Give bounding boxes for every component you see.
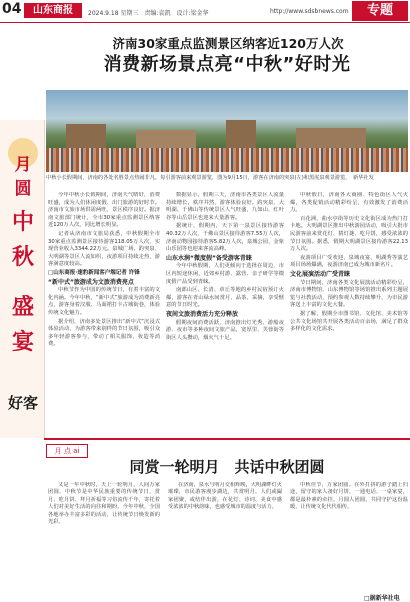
paragraph: 百花洲、曲水亭街等历史文化街区成为热门打卡地。大明湖景区推出中秋游园活动，吸引大批市民游客前来赏花灯、猜灯谜、吃月饼，感受浓浓的节日氛围。据悉，假期大明湖景区接待游客22.13万人次。: [290, 215, 408, 253]
subheading: “新中式”旅游成为文旅消费亮点: [48, 278, 134, 286]
paragraph: 在济南，泉水与明月交相辉映，大明湖畔灯火璀璨，市民游客漫步湖边，共赏明月。人们或阖家团聚，或结伴出游，在花灯、诗词、美食中感受浓浓的中秋韵味，也感受城市的温度与活力。: [168, 482, 282, 511]
paragraph: 据统计，假期内，天下第一泉景区接待游客40.32万人次，千佛山景区接待游客7.55万人次，济南动物园接待游客5.82万人次，泉城公园、金象山乐园等也迎来客流高峰。: [166, 223, 284, 253]
subheading: 夜间文旅消费活力充分释放: [166, 310, 239, 318]
news-photo: [46, 90, 408, 172]
subheading: 文化展演活动广受青睐: [290, 270, 351, 278]
paragraph: 中秋假日，济南各大商圈、特色街区人气火爆，各类促销活动精彩纷呈，有效激发了消费活力。: [290, 192, 408, 214]
bottom-column-1: [48, 482, 160, 592]
photo-caption: 中秋小长假期间，济南的各处名胜景点热闹非凡。每引游客前来观景游览，图为9月15日，游客在济南的突泉(左)和黑虎泉观景游览。 新华社发: [46, 175, 374, 181]
section-tag: 专题: [352, 1, 408, 21]
website-url[interactable]: http://www.sdsbnews.com: [270, 8, 349, 15]
paragraph: 今年中秋假期，人们更倾向于选择在周边、市区内短途休闲，近郊乡村游、露营、亲子研学等微度假产品受到青睐。: [166, 263, 284, 285]
page-number: 04: [2, 1, 22, 17]
main-headline: 消费新场景点亮“中秋”好时光: [103, 54, 351, 75]
banner-char: 宴: [11, 329, 34, 355]
issue-meta: 2024.9.18 星期三 责编:袁凯 设计:梁金华: [88, 10, 209, 17]
paragraph: 记者从济南市文旅局获悉，中秋假期全市30家重点监测景区接待游客118.05万人次，实现营业收入3344.22万元。泉城广场、趵突泉、大明湖等景区人流如织，夜游项目持续走热，游客满意度较高。: [48, 230, 160, 268]
banner-char: 秋: [11, 244, 34, 270]
bottom-column-2: [168, 482, 282, 592]
paragraph: 据了解，假期全市图书馆、文化馆、美术馆等公共文化场馆共开展各类活动百余场，满足了群众多样化的文化需求。: [290, 310, 408, 333]
banner-char: 圆: [14, 179, 32, 199]
banner-char: 盛: [11, 294, 34, 320]
article-column-3: [290, 192, 408, 436]
bottom-byline: □据新华社电: [364, 595, 400, 602]
paragraph: 又是一年中秋时，天上一轮明月，人间万家团圆。中秋节是中华民族重要的传统节日，赏月、吃月饼、拜月祈福等习俗流传千年，寄托着人们对美好生活的向往和期盼。今年中秋，全国各地举办丰富多彩的活动，让传统节日焕发新的光彩。: [48, 482, 160, 526]
paragraph: 今年中秋小长假期间，济南天气晴好，消费旺盛，成为人们休闲度假、出门旅游的好时节。济南市文旅市场供需两旺，景区秩序良好。据济南文旅部门统计，全市30家重点监测景区纳客近120万人次，同比增长明显。: [48, 192, 160, 229]
paragraph: 假期夜间消费活跃，济南推出灯光秀、游船夜游、夜市等多种夜间文旅产品，宽厚里、芙蓉街等街区人头攒动，烟火气十足。: [166, 319, 284, 341]
kicker-headline: 济南30家重点监测景区纳客近120万人次: [112, 36, 344, 51]
paragraph: 夜游项目广受欢迎，泉城夜宴、明湖秀等演艺项目场场爆满，夜游济南已成为城市新名片。: [290, 254, 408, 269]
article-column-1: [48, 192, 160, 436]
banner-char: 中: [11, 209, 34, 235]
paragraph: 数据显示，假期三天，济南市各类景区人流量持续增长，秩序井然，游客体验良好。趵突泉、大明湖、千佛山等传统景区人气旺盛，九如山、红叶谷等山岳景区也迎来大量游客。: [166, 192, 284, 221]
paragraph: 南部山区、长清、章丘等地的乡村民宿预订火爆，游客在青山绿水间赏月、品茶、采摘，享受惬意的节日时光。: [166, 287, 284, 309]
paragraph: 节日期间，济南各类文化展演活动精彩纷呈，济南市博物馆、山东博物馆等场馆推出系列主题展览与社教活动，预约参观人数持续攀升，为市民游客送上丰富的文化大餐。: [290, 279, 408, 309]
bottom-headline: 同赏一轮明月 共话中秋团圆: [129, 458, 325, 476]
paragraph: 中秋佳节，万家团圆。在外打拼的游子踏上归途，留守的家人备好月饼，一通电话、一桌家宴，都是最朴素的牵挂。月圆人团圆，共同守护这份温暖，让传统文化代代相传。: [290, 482, 408, 511]
article-column-2: [166, 192, 284, 436]
section-divider: [44, 438, 410, 440]
subheading: 山东水润“微度假”备受游客青睐: [166, 254, 252, 262]
byline: □山东商报·速豹新闻客户端记者 许锋: [48, 269, 140, 276]
paragraph: 中秋节作为中国的传统节日，有着丰富的文化内涵。今年中秋，“新中式”旅游成为消费新亮点，游客身着汉服、马面裙打卡古城街巷，体验传统文化魅力。: [48, 287, 160, 316]
paragraph: 据介绍，济南多处景区推出“新中式”沉浸式体验活动，为游客带来别样的节日氛围，吸引众多年轻游客参与，带动了相关服饰、妆造等消费。: [48, 318, 160, 348]
section-label: 月 点 ai: [46, 444, 88, 458]
newspaper-logo: 山东商报: [24, 3, 82, 18]
banner-char: 月: [14, 155, 32, 175]
bottom-column-3: [290, 482, 408, 590]
banner-char: 好客: [7, 394, 38, 412]
